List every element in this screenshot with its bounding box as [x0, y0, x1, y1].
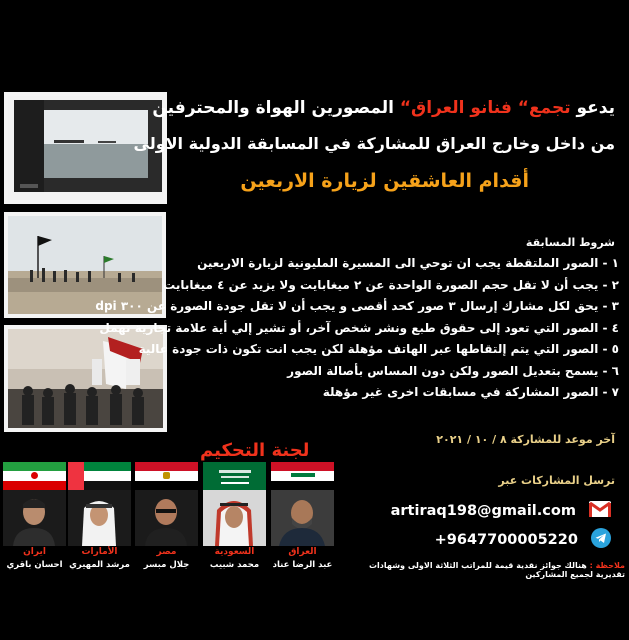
- jury-member-iran: [3, 462, 66, 570]
- headline-line-1-start: يدعو: [570, 98, 615, 118]
- jury-photo: [68, 490, 131, 546]
- egypt-flag-icon: [135, 462, 198, 490]
- jury-name: جلال مبسر: [143, 560, 190, 570]
- competition-title: أقدام العاشقين لزيارة الاربعين: [240, 170, 529, 192]
- phone-number[interactable]: +9647700005220: [434, 532, 578, 548]
- jury-photo: [271, 490, 334, 546]
- jury-photo: [3, 490, 66, 546]
- rule-item: ١ - الصور الملتقطة يجب ان توحي الى المسيرة المليونية لزيارة الاربعين: [197, 256, 619, 270]
- rules-title: شروط المسابقة: [525, 236, 615, 249]
- jury-photo: [203, 490, 266, 546]
- rule-item: ٤ - الصور التي تعود إلى حقوق طبع ونشر شخص آخر، أو تشير إلي أية علامة تجارية تهمل: [99, 320, 619, 335]
- iran-flag-icon: [3, 462, 66, 490]
- gmail-icon: [589, 501, 611, 521]
- jury-member-egypt: [135, 462, 198, 570]
- note-text: هنالك جوائز نقدية قيمة للمراتب الثلاثة الاولى وشهادات تقديرية لجميع المشاركين: [369, 561, 625, 579]
- jury-member-saudi: [203, 462, 266, 570]
- note: [345, 561, 625, 579]
- email-address[interactable]: artiraq198@gmail.com: [390, 503, 576, 519]
- uae-flag-icon: [68, 462, 131, 490]
- jury-country: ايران: [23, 547, 46, 557]
- email-row: [391, 501, 611, 521]
- jury-member-uae: [68, 462, 131, 570]
- jury-name: عبد الرضا عناد: [272, 560, 333, 570]
- headline-line-1: [152, 98, 615, 118]
- jury-name: مرشد المهيري: [69, 560, 130, 570]
- jury-photo: [135, 490, 198, 546]
- jury-country: العراق: [288, 547, 317, 557]
- headline-organizer: تجمع“ فنانو العراق“: [399, 98, 571, 118]
- telegram-icon: [591, 528, 611, 552]
- rule-item: ٥ - الصور التي يتم إلتقاطها عبر الهاتف مؤهلة لكن يجب انت تكون ذات جودة عالية: [138, 342, 619, 356]
- jury-name: محمد شبيب: [209, 560, 260, 570]
- jury-country: مصر: [156, 547, 177, 557]
- jury-country: الأمارات: [81, 547, 118, 557]
- note-label: ملاحظة :: [589, 561, 625, 570]
- deadline: آخر موعد للمشاركة ٨ / ١٠ / ٢٠٢١: [436, 433, 615, 446]
- rule-item: ٦ - يسمح بتعديل الصور ولكن دون المساس بأصالة الصور: [287, 363, 619, 378]
- jury-member-iraq: [271, 462, 334, 570]
- headline-line-1-end: المصورين الهواة والمحترفين: [152, 98, 400, 118]
- rules-list: [95, 256, 619, 407]
- jury-country: السعودية: [214, 547, 255, 557]
- iraq-flag-icon: [271, 462, 334, 490]
- jury-title: لجنة التحكيم: [200, 440, 310, 461]
- rule-item: ٢ - يجب أن لا تقل حجم الصورة الواحدة عن ٢ ميغابايت ولا يزيد عن ٤ ميغابايت: [163, 277, 619, 292]
- headline-line-2: من داخل وخارج العراق للمشاركة في المسابقة الدولية الاولى: [133, 134, 615, 153]
- phone-row: [435, 528, 611, 552]
- submission-title: ترسل المشاركات عبر: [498, 474, 615, 487]
- rule-item: ٧ - الصور المشاركة في مسابقات اخرى غير مؤهلة: [322, 385, 619, 399]
- saudi-flag-icon: [203, 462, 266, 490]
- jury-name: احسان باقري: [6, 560, 63, 570]
- rule-item: ٣ - يحق لكل مشارك إرسال ٣ صور كحد أقصى و يجب أن لا تقل جودة الصورة عن ٣٠٠ dpi: [95, 299, 619, 313]
